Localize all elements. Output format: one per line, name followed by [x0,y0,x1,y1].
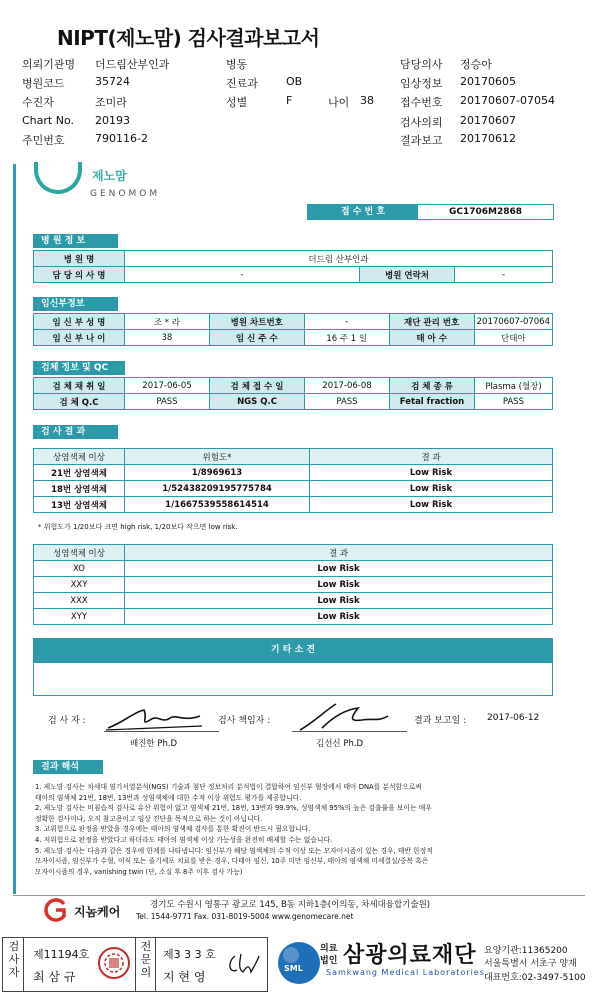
inspector-number: 제11194호 [33,948,90,961]
header-value: 정승아 [460,58,492,71]
row-result: Low Risk [310,465,553,481]
row-risk: 1/52438209195775784 [125,481,310,497]
header-key: 접수번호 [400,96,443,109]
sml-logo-icon [276,940,322,986]
report-bottom-line [13,895,585,896]
cell-label: 담 당 의 사 명 [34,267,125,283]
table-row [34,577,553,593]
org-prefix-2: 법인 [320,956,338,966]
col-header: 성염색체 이상 [34,545,125,561]
interp-line: 3. 고위험으로 판정을 받았을 경우에는 태아의 염색체 검사를 통한 확진이 반드시 필요합니다. [35,825,311,834]
header-value: 790116-2 [95,132,148,145]
table-row [34,561,553,577]
header-key: 병원코드 [22,77,65,90]
cell-label: Fetal fraction [390,394,475,410]
col-header: 결 과 [125,545,553,561]
header-value: F [286,94,293,107]
cell-label: 병원 차트번호 [209,314,304,330]
header-key: 수진자 [22,96,54,109]
header-key: 담당의사 [400,58,443,71]
header-value: 조미라 [95,96,127,109]
other-findings-header: 기 타 소 견 [33,638,553,662]
table-row [34,609,553,625]
header-value: 20170607-07054 [460,94,555,107]
header-value: 20193 [95,114,130,127]
reviewer-signature-icon [225,950,261,978]
cell-label: 검 체 채 취 일 [34,378,125,394]
row-name: XXY [34,577,125,593]
cell-label: 검 체 접 수 일 [210,378,305,394]
tester-signature-icon [104,704,204,734]
cell-value: PASS [125,394,210,410]
interpretation-text [35,782,565,877]
cell-value: - [304,314,389,330]
table-row [34,497,553,513]
receipt-box [307,204,554,220]
org-english: Samkwang Medical Laboratories [326,968,485,977]
tester-name: 배진한 Ph.D [130,739,178,749]
cell-value: Plasma (혈장) [475,378,553,394]
receipt-label: 접 수 번 호 [308,205,418,219]
footer-brand: 지놈케어 [74,905,121,919]
cell-label: 병원 연락처 [360,267,455,283]
report-title: NIPT(제노맘) 검사결과보고서 [57,26,320,50]
cell-label: 재단 관리 번호 [389,314,474,330]
col-header: 위험도* [125,449,310,465]
interp-line: 정확한 검사이나, 오직 참고용이고 임상 진단을 목적으로 하는 것이 아닙니다. [35,814,263,823]
row-result: Low Risk [125,593,553,609]
cell-label: NGS Q.C [210,394,305,410]
report-date: 2017-06-12 [487,713,540,723]
chief-label: 검사 책임자 : [218,716,271,726]
header-key: 의뢰기관명 [22,58,76,71]
cell-value: 38 [124,330,209,346]
tester-label: 검 사 자 : [48,716,86,726]
interp-line: 모자이시즘의 경우, vanishing twin (단, 소실 후 8주 이후 검사 가능) [35,867,243,876]
cell-label: 검 체 종 류 [390,378,475,394]
section-results: 검 사 결 과 [33,425,118,439]
autosome-table [33,448,553,513]
row-name: XXX [34,593,125,609]
inspector-name: 최 삼 규 [33,970,76,984]
cell-value: PASS [475,394,553,410]
genomecare-logo-icon [42,898,70,922]
cell-value: 2017-06-08 [305,378,390,394]
header-key: 나이 [328,96,350,109]
row-name: XYY [34,609,125,625]
row-name: 18번 상염색체 [34,481,125,497]
chief-signature-icon [292,700,392,734]
interp-line: 5. 제노맘 검사는 다음과 같은 경우에 한계를 나타냅니다: 임신부가 해당 염색체의 수적 이상 또는 모자이시즘이 있는 경우, 태반 한정적 [35,846,433,855]
table-row [34,593,553,609]
row-result: Low Risk [125,609,553,625]
chief-line [292,731,407,732]
header-value: 20170607 [460,114,516,127]
cell-label: 임 신 부 성 명 [34,314,125,330]
cell-value: PASS [305,394,390,410]
interp-line: 4. 저위험으로 판정을 받았다고 하더라도 태아의 염색체 이상 가능성을 완전히 배제할 수는 없습니다. [35,835,333,844]
inspector-label: 검사자 [8,940,20,979]
reviewer-number: 제3 3 3 호 [163,948,216,961]
row-result: Low Risk [310,497,553,513]
cell-value: - [125,267,360,283]
table-row [34,465,553,481]
report-date-label: 결과 보고일 : [414,716,467,726]
divider [23,938,24,991]
logo-text: GENOMOM [90,189,161,199]
header-key: 주민번호 [22,134,65,147]
row-name: XO [34,561,125,577]
header-key: 성별 [226,96,248,109]
reviewer-label: 전문의 [140,940,152,979]
header-value: 20170605 [460,75,516,88]
org-address: 서울특별시 서초구 양재 [484,959,577,969]
cell-label: 병 원 명 [34,251,125,267]
seal-icon [97,946,131,980]
header-value: 38 [360,94,374,107]
header-key: 진료과 [226,77,258,90]
section-specimen: 검체 정보 및 QC [33,361,125,375]
sml-logo-text: SML [284,964,303,973]
header-value: 더드림산부인과 [95,58,170,71]
cell-value: - [455,267,553,283]
table-row [34,481,553,497]
interp-line: 2. 제노맘 검사는 비침습적 검사로 유산 위험이 없고 염색체 21번, 18번, 13번과 99.9%, 성염색체 95%의 높은 검출률을 보이는 매우 [35,804,432,813]
header-key: 임상정보 [400,77,443,90]
cell-value: 20170607-07064 [474,314,552,330]
row-name: 13번 상염색체 [34,497,125,513]
cell-value: 더드림 산부인과 [125,251,553,267]
signature-stamp-box [2,937,268,992]
header-key: 검사의뢰 [400,116,443,129]
col-header: 상염색체 이상 [34,449,125,465]
cell-value: 조 * 라 [124,314,209,330]
logo-hangul: 제노맘 [92,169,127,183]
footer-contact: Tel. 1544-9771 Fax. 031-8019-5004 www.genomecare.net [136,912,354,921]
other-findings-box [33,662,553,696]
risk-note: * 위험도가 1/20보다 크면 high risk, 1/20보다 작으면 low risk. [38,523,238,531]
interp-line: 태아의 염색체 21번, 18번, 13번과 성염색체에 대한 수적 이상 위험도 평가를 제공합니다. [35,793,302,802]
org-phone: 대표번호:02-3497-5100 [484,973,586,983]
sex-chromosome-table [33,544,553,625]
specimen-table [33,377,553,410]
header-value: OB [286,75,303,88]
footer-address: 경기도 수원시 영통구 광교로 145, B동 지하1층(이의동, 차세대융합기술원) [150,900,431,910]
divider [155,938,156,991]
cell-value: 2017-06-05 [125,378,210,394]
row-result: Low Risk [125,577,553,593]
hospital-table [33,250,553,283]
section-pregnant: 임신부정보 [33,297,118,311]
row-risk: 1/1667539558614514 [125,497,310,513]
org-code: 요양기관:11365200 [484,946,568,956]
header-value: 35724 [95,75,130,88]
interp-line: 모자이시즘, 임신부가 수혈, 이식 또는 줄기세포 치료를 받은 경우, 다태아 임신, 10주 미만 임신부, 태아의 염색체 미세결실/중복 혹은 [35,857,429,866]
cell-value: 단태아 [474,330,552,346]
org-name: 삼광의료재단 [343,943,477,968]
section-interpretation: 결과 해석 [33,760,103,774]
cell-label: 검 체 Q.C [34,394,125,410]
divider [135,938,136,991]
header-key: 결과보고 [400,134,443,147]
pregnant-table [33,313,553,346]
col-header: 결 과 [310,449,553,465]
chief-name: 김선신 Ph.D [316,739,364,749]
row-result: Low Risk [310,481,553,497]
header-value: 20170612 [460,132,516,145]
header-key: 병동 [226,58,248,71]
cell-value: 16 주 1 일 [304,330,389,346]
cell-label: 임 신 주 수 [209,330,304,346]
org-prefix-1: 의료 [320,944,338,954]
cell-label: 임 신 부 나 이 [34,330,125,346]
header-key: Chart No. [22,114,74,127]
row-result: Low Risk [125,561,553,577]
interp-line: 1. 제노맘 검사는 차세대 염기서열분석(NGS) 기술과 첨단 정보처리 분석법이 결합하여 임신부 혈장에서 태아 DNA를 분석함으로써 [35,783,422,791]
row-risk: 1/8969613 [125,465,310,481]
cell-label: 태 아 수 [389,330,474,346]
receipt-value: GC1706M2868 [448,207,523,217]
tester-line [104,731,219,732]
row-name: 21번 상염색체 [34,465,125,481]
reviewer-name: 지 현 영 [163,970,206,984]
section-hospital: 병 원 정 보 [33,234,118,248]
